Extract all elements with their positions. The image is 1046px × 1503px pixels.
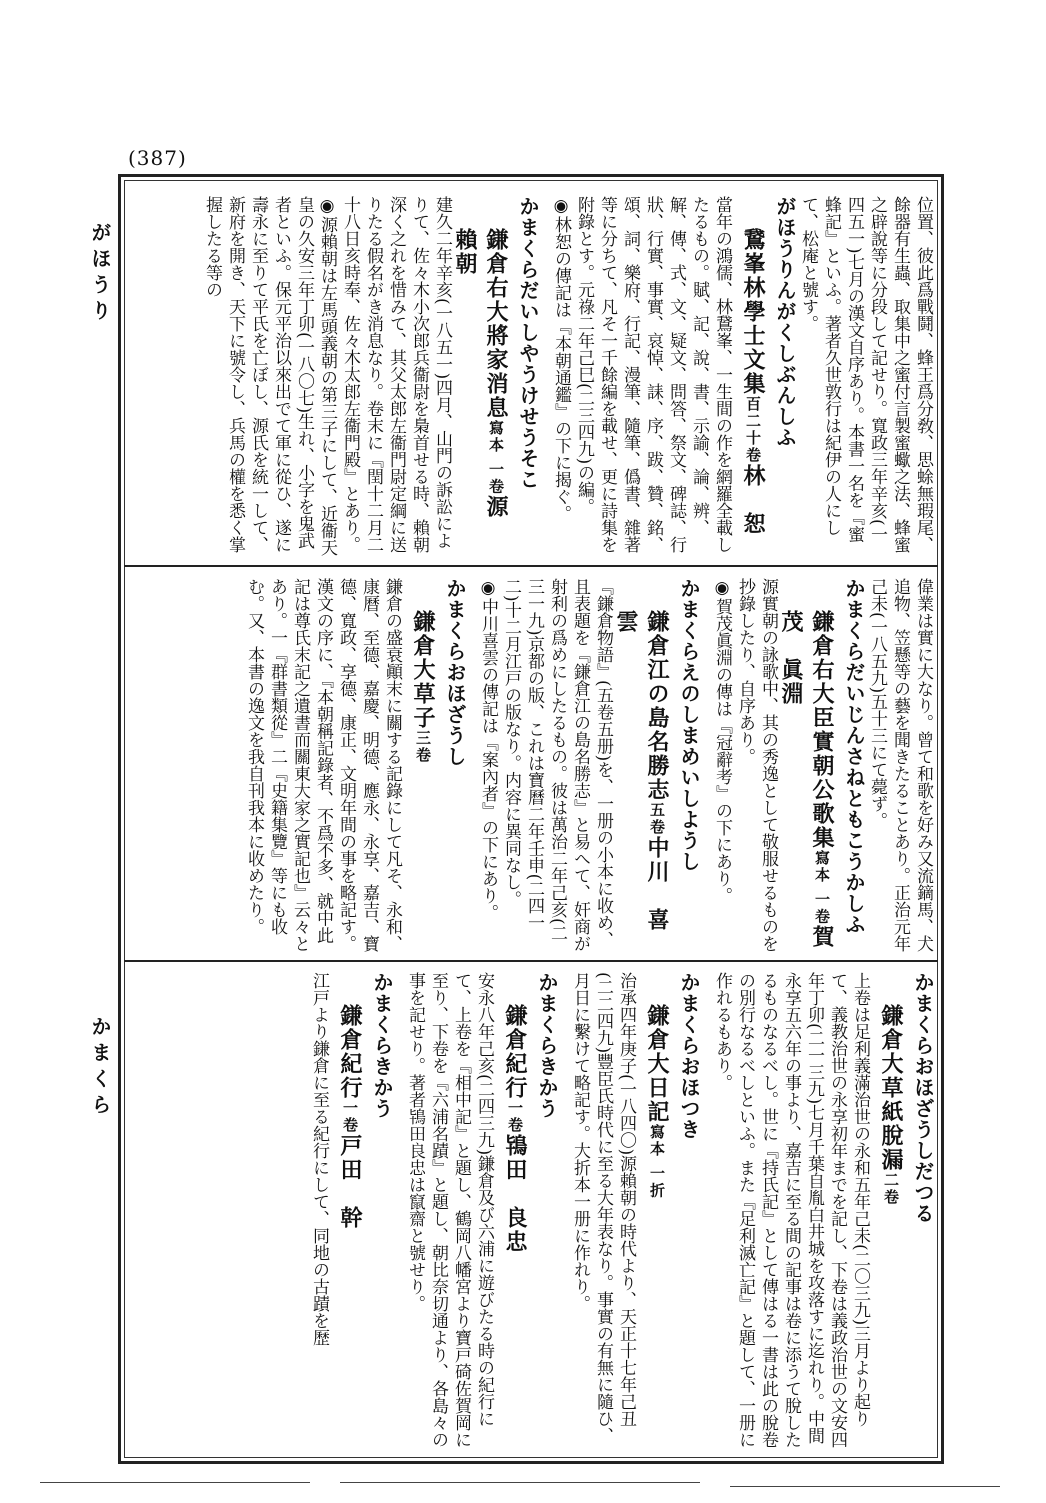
footer-rule-right bbox=[730, 1486, 1000, 1487]
entry-sanetomo-kashu bbox=[710, 578, 865, 953]
entry-note: ◉源賴朝は左馬頭義朝の第三子にして、近衞天皇の久安三年丁卯(一八〇七)生れ、小字を鬼武者といふ。保元平治以來出でて軍に從ひ、遂に壽永に至りて平氏を亡ぼし、源氏を統一して、新府を開き、天下に號令し、兵馬の權を悉く掌握したる等の bbox=[202, 196, 337, 556]
entry-reading: かまくらきかう bbox=[535, 972, 559, 1119]
entry-note: ◉林恕の傳記は『本朝通鑑』の下に揭ぐ。 bbox=[551, 196, 571, 522]
entry-title: 鎌倉紀行 bbox=[337, 1004, 363, 1100]
entry-body: 安永八年己亥(二四三九)鎌倉及び六浦に遊びたる時の紀行にて、上卷を『相中記』と題し、鶴岡八幡宮より寶戸碕佐賀岡に至り、下卷を『六浦名蹟』と題し、朝比奈切通より、各島々の事を記せり。著者鴇田良忠は竄齋と號せり。 bbox=[405, 972, 494, 1448]
entry-title: 鎌倉紀行 bbox=[502, 1004, 528, 1100]
footer-rule-left bbox=[40, 1482, 310, 1483]
entry-body: 建久二年辛亥(一八五一)四月、山門の訴訟によりて、佐々木小次郎兵衞尉を梟首せる時、賴朝深く之れを惜みて、其父太郎左衞門尉定綱に送りたる假名がき消息なり。卷末に『閏十二月二十八日亥時奉、佐々木太郎左衞門殿』とあり。 bbox=[340, 196, 452, 553]
entry-ozoshi-datsuro bbox=[710, 972, 934, 1450]
entry-reading: かまくらえのしまめいしようし bbox=[677, 578, 701, 872]
entry-kamakura-ozoshi bbox=[242, 578, 466, 953]
entry-title: 鎌倉右大將家消息 bbox=[483, 228, 509, 420]
entry-volume: 三卷 bbox=[414, 730, 432, 764]
entry-volume: 寫本 一卷 bbox=[487, 420, 505, 496]
entry-title: 鵞峯林學士文集 bbox=[740, 228, 766, 396]
side-label-bottom: かまくら bbox=[88, 1016, 112, 1120]
entry-reading: かまくらおほつき bbox=[677, 972, 701, 1140]
side-label-top: がほうり bbox=[88, 222, 112, 326]
entry-kamakura-onikki bbox=[568, 972, 700, 1450]
entry-gahourin bbox=[549, 196, 796, 556]
entry-body: 鎌倉の盛衰顚末に關する記錄にして凡そ、永和、康曆、至德、嘉慶、明德、應永、永享、嘉吉、寶德、寬政、享德、康正、文明年間の事を略記す。漢文の序に、『本朝稱記錄者、不爲不多、就中此記は尊氏末記之遺書而關東大家之實記也』云々とあり。一『群書類從』二『史籍集覽』等にも收む。又、本書の逸文を我自刊我本に收めたり。 bbox=[244, 578, 402, 952]
entry-volume: 一卷 bbox=[506, 1100, 524, 1134]
continued-text: 位置、彼此爲戰鬪、蜂王爲分敎、思蜍無瑕尾、餘器有生蟲、取集中之蜜付言製蜜蠍之法、蜂蜜之辟說等に分段して記せり。寬政三年辛亥(一四五一)七月の漢文自序あり。本書一名を『蜜蜂記』といふ。著者久世敦行は紀伊の人にして、松庵と號す。 bbox=[798, 196, 933, 553]
entry-author: 林 恕 bbox=[740, 464, 766, 536]
entry-kamakura-kiko-1 bbox=[403, 972, 558, 1450]
entry-title: 鎌倉大草紙脫漏 bbox=[878, 1004, 904, 1172]
entry-author: 源 賴朝 bbox=[452, 228, 509, 544]
entry-body: 江戸より鎌倉に至る紀行にして、同地の古蹟を歷 bbox=[309, 972, 329, 1346]
entry-volume: 二卷 bbox=[882, 1172, 900, 1206]
entry-title: 鎌倉大草子 bbox=[410, 610, 436, 730]
entry-volume: 百二十卷 bbox=[744, 396, 762, 464]
entry-volume: 寫本 一折 bbox=[648, 1124, 666, 1200]
entry-volume: 一卷 bbox=[341, 1100, 359, 1134]
entry-title: 鎌倉江の島名勝志 bbox=[644, 610, 670, 802]
entry-title: 鎌倉大日記 bbox=[644, 1004, 670, 1124]
section-divider-1 bbox=[124, 565, 938, 567]
entry-body: 上卷は足利義滿治世の永和五年己未(二〇三九)三月より起りて、義教治世の永享初年までを記し、下卷は義政治世の文安四年丁卯(二一三九)七月千葉自胤白井城を攻落すに迄れり。中間永享五六年の事より、嘉吉に至る間の記事は卷に添うて脫したるものなるべし。世に『持氏記』として傳はる一書は此の脫卷の別行なるべしといふ。また『足利滅亡記』と題して、一册に作れるもあり。 bbox=[712, 972, 870, 1448]
entry-reading: かまくらだいしやうけせうそこ bbox=[516, 196, 540, 490]
middle-section bbox=[214, 578, 934, 953]
footer-rule-middle bbox=[340, 1482, 700, 1483]
entry-title: 鎌倉右大臣實朝公歌集 bbox=[809, 610, 835, 850]
continued-text: 偉業は實に大なり。曾て和歌を好み又流鏑馬、犬追物、笠懸等の藝を聞きたることあり。正治元年己未(一八五九)五十三にて薨ず。 bbox=[867, 578, 933, 952]
entry-reading: かまくらおほざうし bbox=[443, 578, 467, 767]
entry-note: ◉中川喜雲の傳記は『案內者』の下にあり。 bbox=[478, 578, 498, 921]
entry-kamakura-shosoku bbox=[200, 196, 539, 556]
entry-author: 中川 喜雲 bbox=[613, 610, 670, 932]
entry-volume: 寫本 一卷 bbox=[813, 850, 831, 926]
entry-body: 『鎌倉物語』(五卷五册)を、一册の小本に收め、且表題を『鎌倉江の島名勝志』と易へて、奸商が射利の爲めにしたるもの。彼は萬治二年己亥(二三一九)京都の版、これは寶曆二年壬申(二四一二)十二月江戸の版なり。内容に異同なし。 bbox=[501, 578, 613, 952]
entry-enoshima-meishoshi bbox=[476, 578, 700, 953]
entry-author: 賀茂 眞淵 bbox=[778, 610, 835, 950]
entry-body: 源實朝の詠歌中、其の秀逸として敬服せるものを抄錄したり、自序あり。 bbox=[735, 578, 778, 952]
entry-body: 治承四年庚子(一八四〇)源賴朝の時代より、天正十七年己丑(二二四九)豐臣氏時代に至る大年表なり。事實の有無に隨ひ、月日に繫けて略記す。大折本一册に作れり。 bbox=[570, 972, 636, 1445]
top-section bbox=[202, 196, 934, 556]
entry-kamakura-kiko-2 bbox=[307, 972, 393, 1450]
entry-body: 當年の鴻儒、林鵞峯、一生間の作を網羅全載したるもの。賦、記、說、書、示諭、論、辨、解、傳、式、文、疑文、問答、祭文、碑誌、行狀、行實、事實、哀悼、誄、序、跋、贊、銘、頌、詞、樂府、行記、漫筆、隨筆、僞書、雜著等に分ちて、凡そ一千餘編を載せ、更に詩集を附錄とす。元祿二年己巳(二三四九)の編。 bbox=[574, 196, 732, 553]
entry-volume: 五卷 bbox=[648, 802, 666, 836]
page-number: (387) bbox=[128, 146, 187, 170]
section-divider-2 bbox=[124, 960, 938, 962]
entry-reading: かまくらだいじんさねともこうかしふ bbox=[842, 578, 866, 935]
entry-reading: かまくらおほざうしだつる bbox=[911, 972, 935, 1224]
entry-reading: がほうりんがくしぶんしふ bbox=[773, 196, 797, 448]
entry-author: 鴇田 良忠 bbox=[502, 1134, 528, 1254]
entry-author: 戸田 幹 bbox=[337, 1134, 363, 1230]
entry-note: ◉賀茂眞淵の傳は『冠辭考』の下にあり。 bbox=[712, 578, 732, 904]
bottom-section bbox=[214, 972, 934, 1450]
entry-reading: かまくらきかう bbox=[370, 972, 394, 1119]
